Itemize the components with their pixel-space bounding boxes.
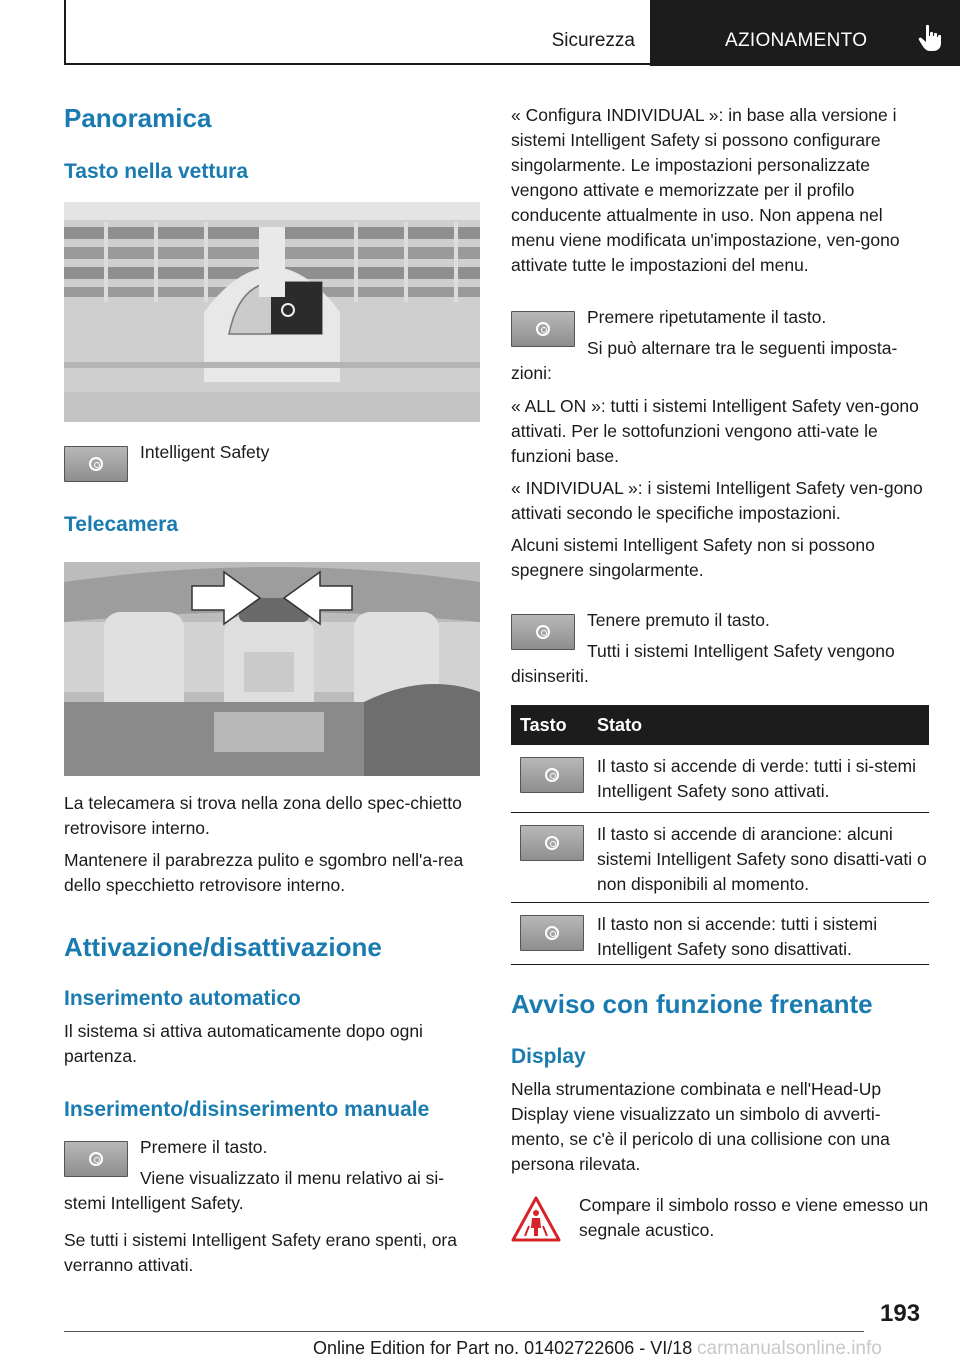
repeat-step-toggle: Si può alternare tra le seguenti imposta-zioni: — [511, 338, 898, 383]
header-chapter-title: AZIONAMENTO — [725, 30, 868, 51]
manual-activation-text: Se tutti i sistemi Intelligent Safety erano spenti, ora verranno attivati. — [64, 1230, 457, 1275]
photo-console-button — [64, 202, 480, 422]
table-row — [511, 813, 929, 903]
table-row — [511, 745, 929, 813]
button-caption: Intelligent Safety — [140, 442, 270, 462]
table-header-button: Tasto — [520, 715, 567, 735]
some-systems-text: Alcuni sistemi Intelligent Safety non si possono spegnere singolarmente. — [511, 535, 875, 580]
repeat-step-press: Premere ripetutamente il tasto. — [587, 307, 827, 327]
individual-text: « INDIVIDUAL »: i sistemi Intelligent Safety ven-gono attivati secondo le specifiche impostazioni. — [511, 478, 923, 523]
hold-step-result: Tutti i sistemi Intelligent Safety vengono disinseriti. — [511, 641, 895, 686]
camera-location-text: La telecamera si trova nella zona dello spec-chietto retrovisore interno. — [64, 793, 462, 838]
heading-camera: Telecamera — [64, 513, 179, 536]
configure-individual-text: « Configura INDIVIDUAL »: in base alla versione i sistemi Intelligent Safety si possono configurare singolarmente. Le impostazioni personalizzate vengono attivate e memorizzate per il profilo conducente attualmente in uso. Non appena nel menu viene modificata un'impostazione, ven-gono attivate tutte le impostazioni del menu. — [511, 105, 900, 275]
table-row-status: Il tasto non si accende: tutti i sistemi Intelligent Safety sono disattivati. — [597, 914, 878, 959]
button-orange-icon — [520, 825, 584, 861]
heading-button-in-car: Tasto nella vettura — [64, 160, 248, 183]
table-row — [511, 903, 929, 965]
header-chapter-tab — [650, 0, 960, 66]
heading-auto-activation: Inserimento automatico — [64, 987, 301, 1010]
warning-symbol-text: Compare il simbolo rosso e viene emesso un segnale acustico. — [579, 1195, 929, 1240]
footer-edition: Online Edition for Part no. 01402722606 - VI/18 — [313, 1338, 693, 1358]
header-section-title: Sicurezza — [551, 30, 635, 51]
heading-manual-activation: Inserimento/disinserimento manuale — [64, 1098, 430, 1121]
heading-braking-warning: Avviso con funzione frenante — [511, 989, 873, 1019]
footer-rule — [64, 1331, 864, 1332]
table-row-status: Il tasto si accende di arancione: alcuni sistemi Intelligent Safety sono disatti-vati o non disponibili al momento. — [597, 824, 927, 894]
camera-clean-text: Mantenere il parabrezza pulito e sgombro nell'a-rea dello specchietto retrovisore interno. — [64, 850, 464, 895]
table-header — [511, 705, 929, 745]
intelligent-safety-button-icon — [64, 446, 128, 482]
manual-step-menu: Viene visualizzato il menu relativo ai si-stemi Intelligent Safety. — [64, 1168, 445, 1213]
pedestrian-warning-icon — [511, 1196, 561, 1242]
all-on-text: « ALL ON »: tutti i sistemi Intelligent Safety ven-gono attivati. Per le sottofunzioni vengono atti-vate le funzioni base. — [511, 396, 919, 466]
hold-step-press: Tenere premuto il tasto. — [587, 610, 770, 630]
heading-display: Display — [511, 1045, 586, 1068]
table-row-status: Il tasto si accende di verde: tutti i si-stemi Intelligent Safety sono attivati. — [597, 756, 917, 801]
manual-step-press: Premere il tasto. — [140, 1137, 268, 1157]
display-text: Nella strumentazione combinata e nell'Head-Up Display viene visualizzato un simbolo di avverti-mento, se c'è il pericolo di una collisione con una persona rilevata. — [511, 1079, 890, 1174]
header-rule-bottom — [64, 63, 650, 65]
page-number: 193 — [880, 1300, 921, 1327]
table-header-status: Stato — [597, 715, 642, 735]
photo-camera-mirror — [64, 562, 480, 776]
heading-activation: Attivazione/disattivazione — [64, 932, 382, 962]
heading-overview: Panoramica — [64, 103, 212, 133]
header-rule-left — [64, 0, 66, 64]
button-off-icon — [520, 915, 584, 951]
hand-pointer-icon — [918, 24, 942, 52]
auto-activation-text: Il sistema si attiva automaticamente dopo ogni partenza. — [64, 1021, 423, 1066]
footer-watermark: carmanualsonline.info — [697, 1338, 882, 1359]
button-green-icon — [520, 757, 584, 793]
